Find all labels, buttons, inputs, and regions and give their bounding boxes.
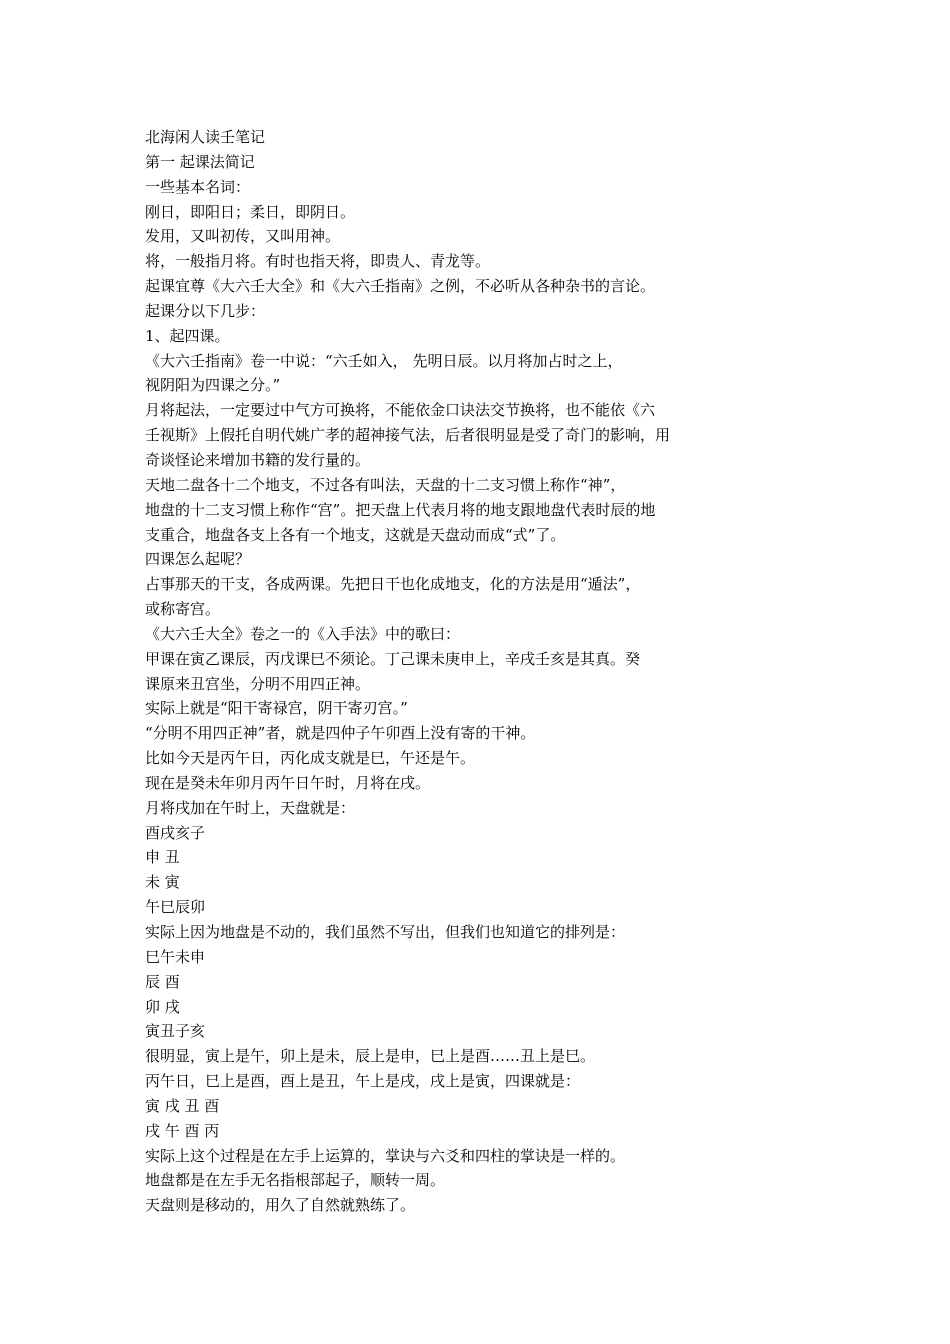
text-line: 月将戌加在午时上，天盘就是： [145,798,356,817]
text-line: 支重合，地盘各支上各有一个地支，这就是天盘动而成“式”了。 [145,525,566,544]
text-line: 《大六壬大全》卷之一的《入手法》中的歌曰： [145,624,461,643]
text-line: 月将起法，一定要过中气方可换将，不能依金口诀法交节换将，也不能依《六 [145,401,656,420]
text-line: 地盘都是在左手无名指根部起子，顺转一周。 [145,1171,446,1190]
text-line: 很明显，寅上是午，卯上是未，辰上是申，巳上是酉……丑上是巳。 [145,1047,596,1066]
text-line: 四课怎么起呢？ [145,550,251,569]
text-line: 将，一般指月将。有时也指天将，即贵人、青龙等。 [145,252,491,271]
text-line: 一些基本名词： [145,177,251,196]
text-line: 发用，又叫初传，又叫用神。 [145,227,341,246]
heaven-plate-row: 酉戌亥子 [145,823,206,842]
text-line: 实际上就是“阳干寄禄宫，阴干寄刃宫。” [145,699,408,718]
heaven-plate-row: 申 丑 [145,848,180,867]
text-line: “分明不用四正神”者，就是四仲子午卯酉上没有寄的干神。 [145,724,536,743]
earth-plate-row: 卯 戌 [145,997,180,1016]
heaven-plate-row: 午巳辰卯 [145,898,206,917]
text-line: 起课分以下几步： [145,301,266,320]
earth-plate-row: 寅丑子亥 [145,1022,206,1041]
document-title: 北海闲人读壬笔记 [145,128,266,146]
section-heading: 第一 起课法简记 [145,152,255,171]
text-line: 地盘的十二支习惯上称作“宫”。把天盘上代表月将的地支跟地盘代表时辰的地 [145,500,656,519]
text-line: 奇谈怪论来增加书籍的发行量的。 [145,450,371,469]
text-line: 刚日，即阳日；柔日，即阴日。 [145,202,356,221]
text-line: 天盘则是移动的，用久了自然就熟练了。 [145,1196,416,1215]
earth-plate-row: 辰 酉 [145,972,180,991]
text-line: 现在是癸未年卯月丙午日午时，月将在戌。 [145,773,431,792]
four-lessons-row: 戌 午 酉 丙 [145,1121,220,1140]
text-line: 占事那天的干支，各成两课。先把日干也化成地支，化的方法是用“遁法”， [145,575,641,594]
text-line: 《大六壬指南》卷一中说：“六壬如入， 先明日辰。以月将加占时之上， [145,351,623,370]
text-line: 丙午日，巳上是酉，酉上是丑，午上是戌，戌上是寅，四课就是： [145,1072,581,1091]
four-lessons-row: 寅 戌 丑 酉 [145,1096,220,1115]
text-line: 视阴阳为四课之分。” [145,376,281,395]
text-line: 比如今天是丙午日，丙化成支就是巳，午还是午。 [145,749,476,768]
heaven-plate-row: 未 寅 [145,873,180,892]
text-line: 课原来丑宫坐，分明不用四正神。 [145,674,371,693]
text-line: 或称寄宫。 [145,600,221,619]
text-line: 壬视斯》上假托自明代姚广孝的超神接气法，后者很明显是受了奇门的影响，用 [145,426,671,445]
text-line: 天地二盘各十二个地支，不过各有叫法，天盘的十二支习惯上称作“神”， [145,475,626,494]
text-line: 实际上这个过程是在左手上运算的，掌诀与六爻和四柱的掌诀是一样的。 [145,1146,626,1165]
text-line: 甲课在寅乙课辰，丙戊课巳不须论。丁己课未庚申上，辛戌壬亥是其真。癸 [145,649,641,668]
step-heading: 1、起四课。 [145,326,230,345]
text-line: 实际上因为地盘是不动的，我们虽然不写出，但我们也知道它的排列是： [145,923,626,941]
earth-plate-row: 巳午未申 [145,947,206,966]
document-body [145,125,745,1218]
text-line: 起课宜尊《大六壬大全》和《大六壬指南》之例，不必听从各种杂书的言论。 [145,277,656,296]
